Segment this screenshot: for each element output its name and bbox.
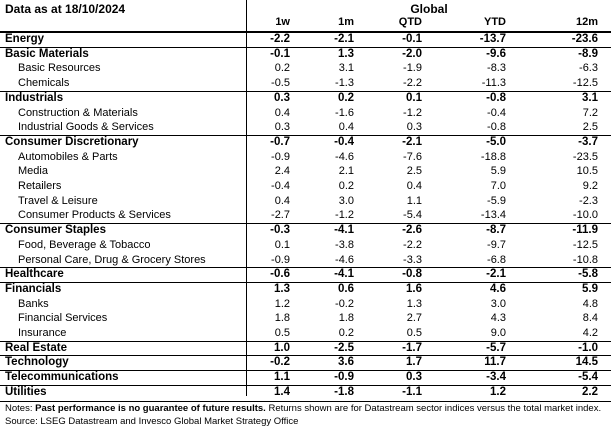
cell-12m: 8.4 (582, 312, 598, 325)
cell-1m: -1.3 (335, 77, 354, 90)
row-label: Chemicals (18, 77, 70, 90)
cell-1m: -3.8 (335, 238, 354, 251)
cell-qtd: -2.2 (403, 77, 422, 90)
cell-12m: -10.8 (572, 253, 598, 266)
cell-12m: 14.5 (575, 356, 598, 369)
cell-12m: -6.3 (579, 62, 598, 75)
sector-row (0, 355, 611, 370)
date-label: Data as at 18/10/2024 (5, 2, 126, 16)
cell-ytd: 7.0 (490, 180, 506, 192)
cell-1w: -0.9 (271, 253, 290, 266)
cell-ytd: -0.8 (487, 121, 506, 134)
row-label: Healthcare (5, 268, 64, 281)
cell-1w: -0.9 (271, 150, 290, 163)
cell-1w: 0.4 (274, 194, 290, 207)
cell-ytd: -11.3 (481, 77, 506, 90)
cell-ytd: -6.8 (487, 253, 506, 266)
cell-1w: -0.3 (270, 224, 290, 237)
row-label: Banks (18, 297, 49, 310)
cell-1m: 0.2 (338, 91, 354, 104)
cell-1m: 3.6 (338, 356, 354, 369)
cell-1m: 1.8 (338, 312, 354, 325)
cell-qtd: 0.1 (406, 91, 422, 104)
cell-1m: 3.1 (338, 62, 354, 75)
sector-row (0, 267, 611, 282)
cell-1w: 1.0 (274, 341, 290, 354)
cell-ytd: -8.7 (486, 224, 506, 237)
cell-ytd: -9.6 (486, 47, 506, 60)
cell-ytd: 3.0 (490, 297, 506, 310)
row-label: Utilities (5, 385, 47, 398)
cell-1m: -0.2 (335, 297, 354, 310)
cell-1w: -0.6 (270, 268, 290, 281)
cell-ytd: -0.4 (487, 106, 506, 119)
cell-qtd: 1.3 (406, 297, 422, 310)
row-label: Automobiles & Parts (18, 150, 118, 163)
cell-1w: 1.4 (274, 385, 290, 398)
row-label: Travel & Leisure (18, 194, 98, 207)
cell-1m: -2.1 (334, 33, 354, 45)
cell-ytd: 4.6 (490, 282, 506, 295)
cell-qtd: 0.3 (406, 371, 422, 384)
cell-1w: 0.4 (274, 106, 290, 119)
cell-qtd: -2.2 (403, 238, 422, 251)
sector-row (0, 135, 611, 150)
cell-12m: 7.2 (582, 106, 598, 119)
cell-1w: -0.2 (270, 356, 290, 369)
row-label: Consumer Products & Services (18, 209, 171, 222)
cell-1m: -4.1 (334, 268, 354, 281)
cell-12m: 2.5 (582, 121, 598, 134)
cell-1w: 0.2 (274, 62, 290, 75)
subsector-row (0, 179, 611, 194)
row-label: Basic Resources (18, 62, 101, 75)
cell-1m: -1.2 (335, 209, 354, 222)
column-header-qtd: QTD (398, 16, 422, 28)
column-header-1m: 1m (338, 16, 354, 28)
cell-1w: 0.1 (274, 238, 290, 251)
cell-1m: -0.4 (334, 135, 354, 148)
cell-qtd: 0.4 (406, 180, 422, 192)
cell-ytd: -13.4 (480, 209, 506, 222)
row-label: Technology (5, 356, 69, 369)
cell-ytd: 4.3 (490, 312, 506, 325)
cell-1w: 1.8 (274, 312, 290, 325)
cell-qtd: -2.6 (402, 224, 422, 237)
column-headers (0, 16, 611, 31)
cell-qtd: 1.6 (406, 282, 422, 295)
cell-1m: 0.6 (338, 282, 354, 295)
cell-qtd: -7.6 (403, 150, 422, 163)
sector-row (0, 47, 611, 62)
region-header: Global (410, 2, 448, 16)
row-label: Construction & Materials (18, 106, 138, 119)
cell-1w: -0.4 (271, 180, 290, 192)
subsector-row (0, 311, 611, 326)
subsector-row (0, 194, 611, 209)
cell-qtd: -3.3 (403, 253, 422, 266)
row-label: Personal Care, Drug & Grocery Stores (18, 253, 206, 266)
cell-1m: 0.2 (338, 180, 354, 192)
cell-1w: 1.3 (274, 282, 290, 295)
subsector-row (0, 253, 611, 268)
cell-qtd: -0.1 (402, 33, 422, 45)
notes (5, 402, 605, 428)
cell-ytd: -5.0 (486, 135, 506, 148)
cell-1w: -2.2 (270, 33, 290, 45)
sector-row (0, 91, 611, 106)
cell-12m: -5.8 (578, 268, 598, 281)
cell-qtd: 2.5 (406, 165, 422, 178)
cell-qtd: -1.9 (403, 62, 422, 75)
cell-1m: -0.9 (334, 371, 354, 384)
cell-1w: 0.5 (274, 327, 290, 339)
column-header-1w: 1w (275, 16, 290, 28)
cell-ytd: -0.8 (486, 91, 506, 104)
sector-row (0, 370, 611, 385)
cell-12m: -11.9 (572, 224, 598, 237)
cell-ytd: -3.4 (486, 371, 506, 384)
cell-ytd: 5.9 (490, 165, 506, 178)
row-label: Financials (5, 282, 62, 295)
cell-1m: 2.1 (338, 165, 354, 178)
cell-ytd: -5.7 (486, 341, 506, 354)
sector-row (0, 32, 611, 47)
cell-12m: 4.2 (582, 327, 598, 339)
cell-ytd: -5.9 (487, 194, 506, 207)
cell-ytd: -9.7 (487, 238, 506, 251)
row-label: Telecommunications (5, 371, 119, 384)
cell-ytd: -18.8 (480, 150, 506, 163)
cell-qtd: -1.1 (402, 385, 422, 398)
cell-12m: 10.5 (576, 165, 598, 178)
cell-qtd: -0.8 (402, 268, 422, 281)
subsector-row (0, 164, 611, 179)
cell-12m: 2.2 (582, 385, 598, 398)
cell-1m: -4.6 (335, 150, 354, 163)
subsector-row (0, 120, 611, 135)
cell-1m: 0.2 (338, 327, 354, 339)
subsector-row (0, 150, 611, 165)
cell-1m: -1.8 (334, 385, 354, 398)
cell-ytd: -2.1 (486, 268, 506, 281)
cell-12m: -23.6 (571, 33, 598, 45)
cell-1m: -2.5 (334, 341, 354, 354)
subsector-row (0, 238, 611, 253)
sector-row (0, 282, 611, 297)
cell-qtd: 0.5 (406, 327, 422, 339)
subsector-row (0, 61, 611, 76)
cell-ytd: -13.7 (479, 33, 506, 45)
row-label: Industrials (5, 91, 64, 104)
cell-1m: 3.0 (338, 194, 354, 207)
cell-12m: 9.2 (582, 180, 598, 192)
cell-12m: -3.7 (578, 135, 598, 148)
row-label: Industrial Goods & Services (18, 121, 154, 134)
sector-row (0, 223, 611, 238)
subsector-row (0, 208, 611, 223)
subsector-row (0, 297, 611, 312)
cell-qtd: 1.7 (406, 356, 422, 369)
row-label: Food, Beverage & Tobacco (18, 238, 151, 251)
column-header-12m: 12m (575, 16, 598, 28)
row-label: Energy (5, 33, 44, 45)
cell-12m: 5.9 (582, 282, 598, 295)
cell-qtd: 2.7 (406, 312, 422, 325)
cell-12m: -10.0 (572, 209, 598, 222)
notes-source: Returns shown are for Datastream sector indices versus the total market index. Source: LSEG Datastream and Invesco Global Market Strategy Office (5, 403, 602, 427)
cell-ytd: 11.7 (484, 356, 506, 369)
cell-1w: -0.7 (270, 135, 290, 148)
cell-1w: 2.4 (274, 165, 290, 178)
subsector-row (0, 76, 611, 91)
row-label: Media (18, 165, 48, 178)
cell-qtd: -1.7 (402, 341, 422, 354)
cell-12m: -8.9 (578, 47, 598, 60)
row-label: Basic Materials (5, 47, 89, 60)
row-label: Financial Services (18, 312, 108, 325)
cell-12m: 4.8 (582, 297, 598, 310)
cell-1w: -0.5 (271, 77, 290, 90)
cell-12m: -12.5 (572, 77, 598, 90)
cell-12m: -1.0 (578, 341, 598, 354)
cell-qtd: -2.0 (402, 47, 422, 60)
cell-12m: -12.5 (572, 238, 598, 251)
cell-1m: -1.6 (335, 106, 354, 119)
cell-qtd: -2.1 (402, 135, 422, 148)
subsector-row (0, 106, 611, 121)
cell-12m: -5.4 (578, 371, 598, 384)
cell-1w: 0.3 (274, 91, 290, 104)
column-header-ytd: YTD (484, 16, 506, 28)
notes-prefix: Notes: (5, 403, 36, 414)
cell-12m: 3.1 (582, 91, 598, 104)
subsector-row (0, 326, 611, 341)
sector-row (0, 341, 611, 356)
row-label: Insurance (18, 327, 67, 339)
row-label: Retailers (18, 180, 62, 192)
cell-qtd: -1.2 (403, 106, 422, 119)
cell-1m: 0.4 (338, 121, 354, 134)
cell-12m: -2.3 (579, 194, 598, 207)
row-label: Real Estate (5, 341, 68, 354)
cell-1w: -2.7 (271, 209, 290, 222)
cell-qtd: -5.4 (403, 209, 422, 222)
cell-12m: -23.5 (572, 150, 598, 163)
cell-1w: 1.1 (274, 371, 290, 384)
cell-ytd: 1.2 (490, 385, 506, 398)
cell-1w: -0.1 (270, 47, 290, 60)
cell-1m: -4.1 (334, 224, 354, 237)
sector-row (0, 385, 611, 400)
cell-ytd: 9.0 (490, 327, 506, 339)
row-label: Consumer Discretionary (5, 135, 139, 148)
cell-1m: 1.3 (338, 47, 354, 60)
cell-ytd: -8.3 (487, 62, 506, 75)
cell-qtd: 0.3 (406, 121, 422, 134)
row-label: Consumer Staples (5, 224, 106, 237)
cell-1w: 1.2 (274, 297, 290, 310)
cell-qtd: 1.1 (406, 194, 422, 207)
notes-disclaimer: Past performance is no guarantee of future results. (35, 403, 266, 414)
cell-1w: 0.3 (274, 121, 290, 134)
cell-1m: -4.6 (335, 253, 354, 266)
